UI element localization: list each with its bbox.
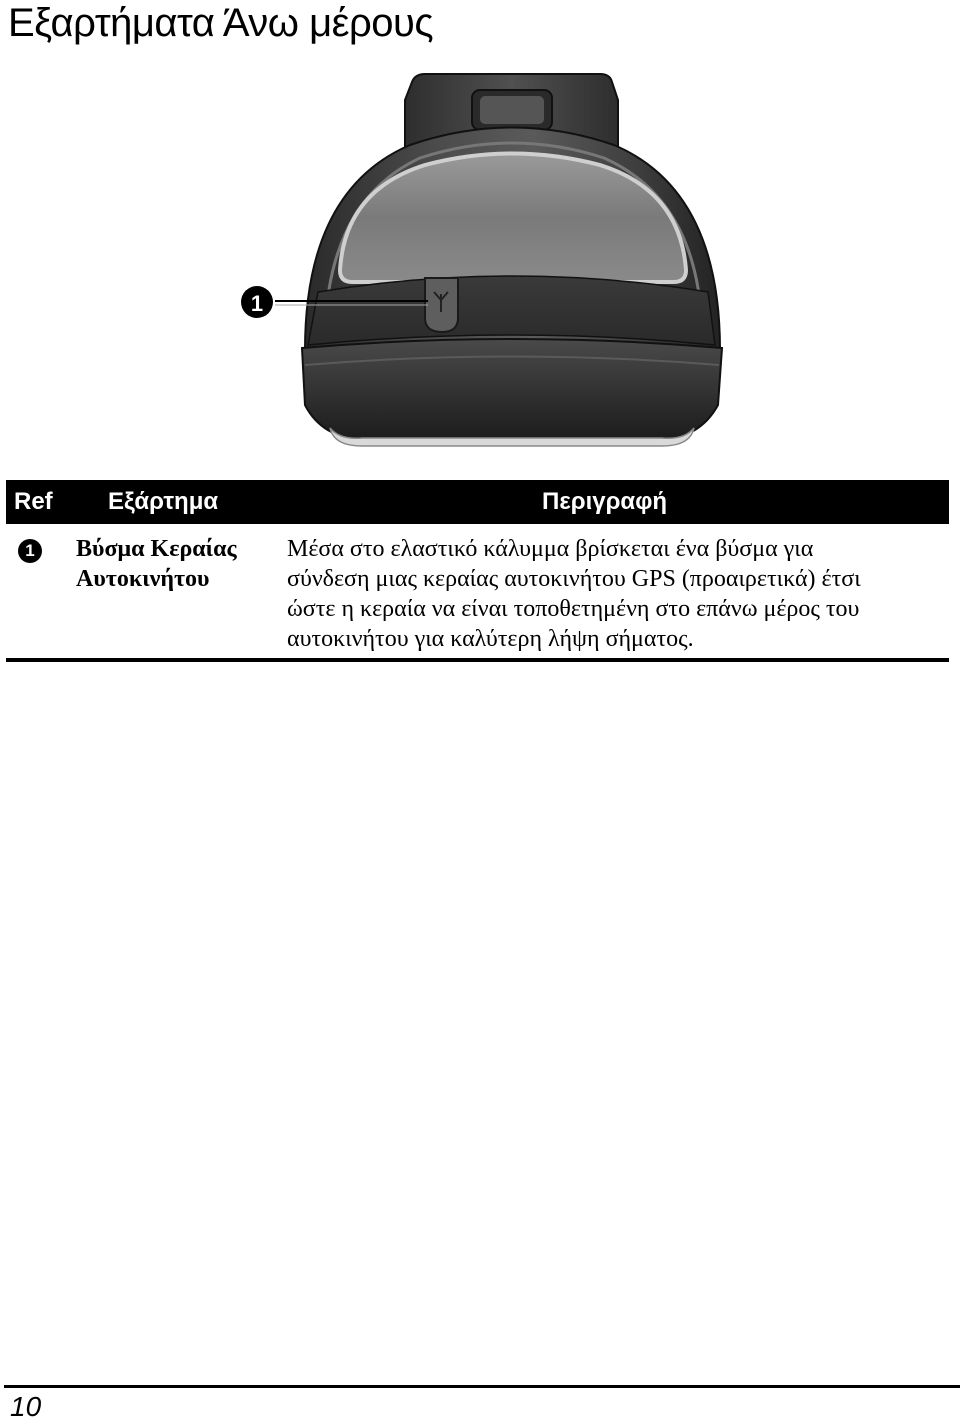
table-header bbox=[6, 480, 949, 524]
footer-divider bbox=[4, 1385, 960, 1388]
header-ref: Ref bbox=[14, 488, 53, 515]
part-description bbox=[287, 534, 949, 654]
description-line: αυτοκινήτου για καλύτερη λήψη σήματος. bbox=[287, 626, 694, 652]
header-description: Περιγραφή bbox=[542, 488, 668, 515]
header-part: Εξάρτημα bbox=[108, 488, 219, 515]
ref-badge: 1 bbox=[18, 539, 42, 563]
part-name bbox=[76, 534, 276, 594]
device-illustration bbox=[0, 60, 960, 460]
part-name-line: Αυτοκινήτου bbox=[76, 566, 210, 592]
page-number: 10 bbox=[10, 1391, 42, 1422]
callout-number: 1 bbox=[250, 291, 264, 316]
description-line: Μέσα στο ελαστικό κάλυμμα βρίσκεται ένα βύσμα για bbox=[287, 536, 814, 562]
part-name-line: Βύσμα Κεραίας bbox=[76, 536, 237, 562]
description-line: ώστε η κεραία να είναι τοποθετημένη στο επάνω μέρος του bbox=[287, 596, 860, 622]
description-line: σύνδεση μιας κεραίας αυτοκινήτου GPS (προαιρετικά) έτσι bbox=[287, 566, 861, 592]
parts-table bbox=[6, 480, 949, 662]
table-row bbox=[6, 524, 949, 662]
page-title: Εξαρτήματα Άνω μέρους bbox=[8, 1, 434, 45]
device-top-view-figure bbox=[0, 60, 960, 460]
